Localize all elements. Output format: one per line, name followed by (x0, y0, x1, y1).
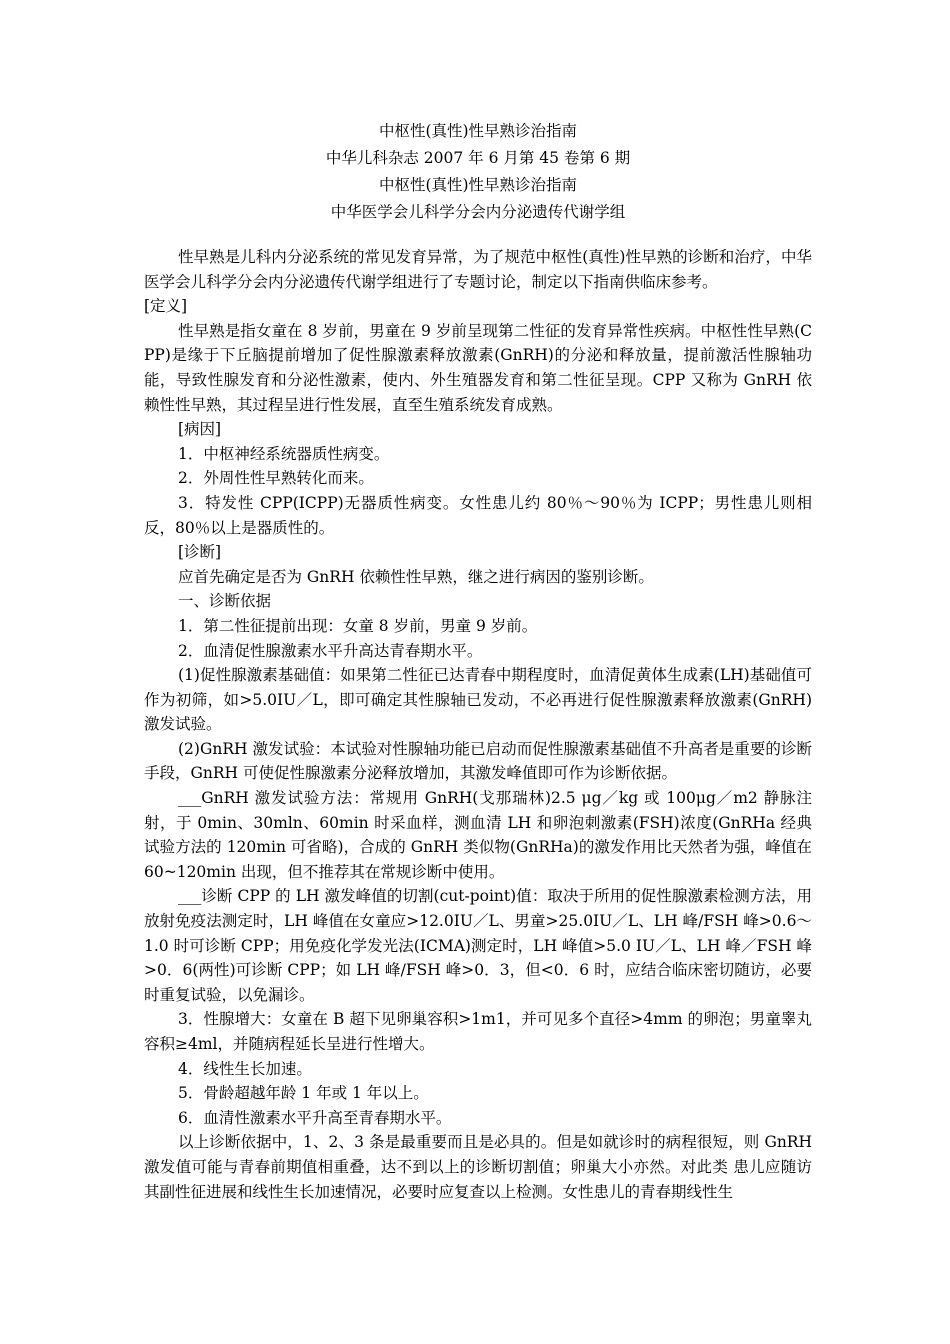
criteria-item-2-gnrh-test: (2)GnRH 激发试验：本试验对性腺轴功能已启动而促性腺激素基础值不升高者是重要的诊断手段，GnRH 可使促性腺激素分泌释放增加，其激发峰值即可作为诊断依据。 (144, 739, 812, 783)
header-subtitle: 中枢性(真性)性早熟诊治指南 (378, 176, 578, 194)
header-title: 中枢性(真性)性早熟诊治指南 (378, 122, 578, 140)
header-spacer (144, 226, 812, 245)
intro-paragraph: 性早熟是儿科内分泌系统的常见发育异常，为了规范中枢性(真性)性早熟的诊断和治疗，中华医学会儿科学分会内分泌遗传代谢学组进行了专题讨论，制定以下指南供临床参考。 (144, 248, 812, 291)
criteria-item-6: 6．血清性激素水平升高至青春期水平。 (178, 1108, 452, 1127)
criteria-item-5: 5．骨龄超越年龄 1 年或 1 年以上。 (178, 1084, 429, 1103)
gnrh-test-method: ___GnRH 激发试验方法：常规用 GnRH(戈那瑞林)2.5 μg／kg 或 100μg／m2 静脉注射，于 0min、30mln、60min 时采血样，测血清 LH 和卵泡刺激素(FSH)浓度(GnRHa 经典试验方法的 120min 可省略)，合成的 GnRH 类似物(GnRHa)的激发作用比天然者为强，峰值在 60~120min 出现，但不推荐其在常规诊断中使用。 (144, 789, 812, 881)
criteria-item-2-basal: (1)促性腺激素基础值：如果第二性征已达青春中期程度时，血清促黄体生成素(LH)基础值可作为初筛，如>5.0IU／L，即可确定其性腺轴已发动，不必再进行促性腺激素释放激素(GnRH)激发试验。 (144, 666, 812, 734)
criteria-item-4: 4．线性生长加速。 (178, 1059, 312, 1078)
section-heading-etiology: [病因] (178, 420, 222, 439)
etiology-item-1: 1．中枢神经系统器质性病变。 (178, 444, 390, 463)
definition-paragraph: 性早熟是指女童在 8 岁前，男童在 9 岁前呈现第二性征的发育异常性疾病。中枢性性早熟(CPP)是缘于下丘脑提前增加了促性腺激素释放激素(GnRH)的分泌和释放量，提前激活性腺轴功能，导致性腺发育和分泌性激素，使内、外生殖器发育和第二性征呈现。CPP 又称为 GnRH 依赖性性早熟，其过程呈进行性发展，直至生殖系统发育成熟。 (144, 321, 812, 414)
header-author: 中华医学会儿科学分会内分泌遗传代谢学组 (330, 203, 626, 221)
lh-cut-point: ___诊断 CPP 的 LH 激发峰值的切割(cut-point)值：取决于所用的促性腺激素检测方法，用放射免疫法测定时，LH 峰值在女童应>12.0IU／L、男童>25.0IU／L、LH 峰/FSH 峰>0.6～1.0 时可诊断 CPP；用免疫化学发光法(ICMA)测定时，LH 峰值>5.0 IU／L、LH 峰／FSH 峰>0．6(两性)可诊断 CPP；如 LH 峰/FSH 峰>0．3，但<0．6 时，应结合临床密切随访，必要时重复试验，以免漏诊。 (144, 887, 812, 1004)
subsection-heading-criteria: 一、诊断依据 (178, 592, 272, 611)
criteria-item-3: 3．性腺增大：女童在 B 超下见卵巢容积>1m1，并可见多个直径>4mm 的卵泡；男童睾丸容积≥4ml，并随病程延长呈进行性增大。 (144, 1010, 812, 1053)
header-journal-citation: 中华儿科杂志 2007 年 6 月第 45 卷第 6 期 (325, 149, 631, 167)
section-heading-definition: [定义] (144, 297, 188, 316)
document-header (144, 118, 812, 226)
criteria-item-2: 2．血清促性腺激素水平升高达青春期水平。 (178, 641, 483, 660)
diagnosis-intro: 应首先确定是否为 GnRH 依赖性性早熟，继之进行病因的鉴别诊断。 (178, 567, 654, 586)
etiology-item-3: 3．特发性 CPP(ICPP)无器质性病变。女性患儿约 80％～90％为 ICPP；男性患儿则相反，80％以上是器质性的。 (144, 493, 812, 537)
section-heading-diagnosis: [诊断] (178, 543, 222, 562)
document-page (144, 118, 812, 1204)
criteria-summary: 以上诊断依据中，1、2、3 条是最重要而且是必具的。但是如就诊时的病程很短，则 GnRH 激发值可能与青春前期值相重叠，达不到以上的诊断切割值；卵巢大小亦然。对此类 患儿应随访其副性征进展和线性生长加速情况，必要时应复查以上检测。女性患儿的青春期线性生 (144, 1133, 812, 1201)
criteria-item-1: 1．第二性征提前出现：女童 8 岁前，男童 9 岁前。 (178, 616, 538, 635)
etiology-item-2: 2．外周性性早熟转化而来。 (178, 469, 374, 488)
document-body (144, 245, 812, 1204)
